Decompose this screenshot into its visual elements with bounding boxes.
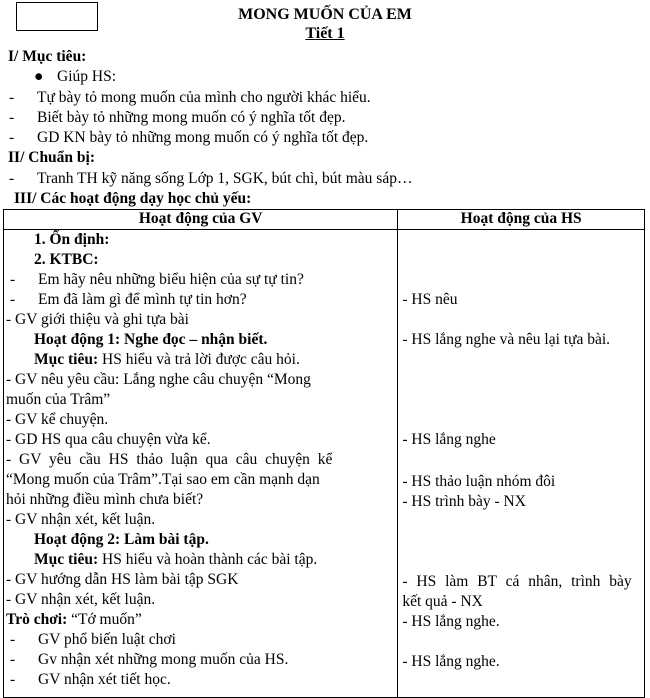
section-2-heading: II/ Chuẩn bị: (8, 149, 96, 166)
bullet-icon: ● (34, 68, 44, 85)
hs-line: - HS nêu (402, 291, 458, 308)
section-1-heading: I/ Mục tiêu: (8, 48, 87, 65)
gv-line: “Mong muốn của Trâm”.Tại sao em cần mạnh dạn (6, 471, 320, 488)
gv-text: HS hiểu và trả lời được câu hỏi. (98, 351, 300, 368)
gv-line: hỏi những điều mình chưa biết? (6, 491, 204, 508)
sec2-item: Tranh TH kỹ năng sống Lớp 1, SGK, bút chì, bút màu sáp… (37, 170, 413, 187)
gv-line: Hoạt động 1: Nghe đọc – nhận biết. (34, 331, 268, 348)
sec1-bullet-text: Giúp HS: (57, 68, 116, 85)
lesson-title: MONG MUỐN CỦA EM (238, 6, 412, 23)
dash-icon: - (10, 671, 16, 688)
gv-cell (4, 230, 398, 698)
gv-line: - GV kể chuyện. (6, 411, 109, 428)
gv-text: “Tớ muốn” (67, 611, 142, 628)
gv-line: muốn của Trâm” (6, 391, 111, 408)
hs-line: - HS lắng nghe. (402, 653, 500, 670)
label-muc-tieu: Mục tiêu: (34, 351, 99, 368)
gv-line: - GV yêu cầu HS thảo luận qua câu chuyện kể (6, 451, 333, 468)
gv-line: Em hãy nêu những biểu hiện của sự tự tin? (38, 271, 304, 288)
dash-icon: - (10, 291, 16, 308)
hs-line: - HS trình bày - NX (402, 493, 526, 510)
gv-line: - GV nêu yêu cầu: Lắng nghe câu chuyện “Mong (6, 371, 311, 388)
dash-icon: - (10, 651, 16, 668)
sec1-item: Tự bày tỏ mong muốn của mình cho người khác hiểu. (37, 89, 371, 106)
hs-line: - HS lắng nghe (402, 431, 496, 448)
hs-cell (398, 230, 645, 698)
gv-line: - GV nhận xét, kết luận. (6, 591, 156, 608)
hs-line: - HS lắng nghe. (402, 613, 500, 630)
lesson-subtitle: Tiết 1 (305, 25, 345, 42)
hs-line: kết quả - NX (402, 593, 483, 610)
sec1-item: GD KN bày tỏ những mong muốn có ý nghĩa tốt đẹp. (37, 129, 369, 146)
label-tro-choi: Trò chơi: (6, 611, 68, 628)
gv-line (6, 610, 142, 630)
activity-table (3, 209, 645, 698)
header-hs: Hoạt động của HS (398, 210, 645, 230)
gv-line: - GD HS qua câu chuyện vừa kể. (6, 431, 211, 448)
dash-icon: - (9, 170, 15, 187)
table-header-row (4, 210, 645, 230)
section-3-heading: III/ Các hoạt động dạy học chủ yếu: (14, 190, 252, 207)
dash-icon: - (9, 129, 15, 146)
gv-line (34, 550, 317, 570)
sec1-item: Biết bày tỏ những mong muốn có ý nghĩa tốt đẹp. (37, 109, 346, 126)
gv-line: GV nhận xét tiết học. (38, 671, 171, 688)
hs-line: - HS thảo luận nhóm đôi (402, 473, 556, 490)
gv-text: HS hiểu và hoàn thành các bài tập. (98, 551, 318, 568)
gv-line: - GV hướng dẫn HS làm bài tập SGK (6, 571, 239, 588)
gv-line: Hoạt động 2: Làm bài tập. (34, 531, 209, 548)
gv-line: - GV giới thiệu và ghi tựa bài (6, 311, 189, 328)
gv-line (34, 350, 300, 370)
table-row (4, 230, 645, 698)
dash-icon: - (10, 271, 16, 288)
hs-line: - HS lắng nghe và nêu lại tựa bài. (402, 331, 611, 348)
dash-icon: - (9, 89, 15, 106)
gv-line: Em đã làm gì để mình tự tin hơn? (38, 291, 247, 308)
dash-icon: - (10, 631, 16, 648)
hs-line: - HS làm BT cá nhân, trình bày (402, 573, 632, 590)
gv-line: - GV nhận xét, kết luận. (6, 511, 156, 528)
gv-line: 1. Ổn định: (34, 231, 110, 248)
dash-icon: - (9, 109, 15, 126)
label-muc-tieu: Mục tiêu: (34, 551, 99, 568)
gv-line: Gv nhận xét những mong muốn của HS. (38, 651, 289, 668)
gv-line: GV phổ biến luật chơi (38, 631, 176, 648)
gv-line: 2. KTBC: (34, 251, 99, 268)
header-gv: Hoạt động của GV (4, 210, 398, 230)
